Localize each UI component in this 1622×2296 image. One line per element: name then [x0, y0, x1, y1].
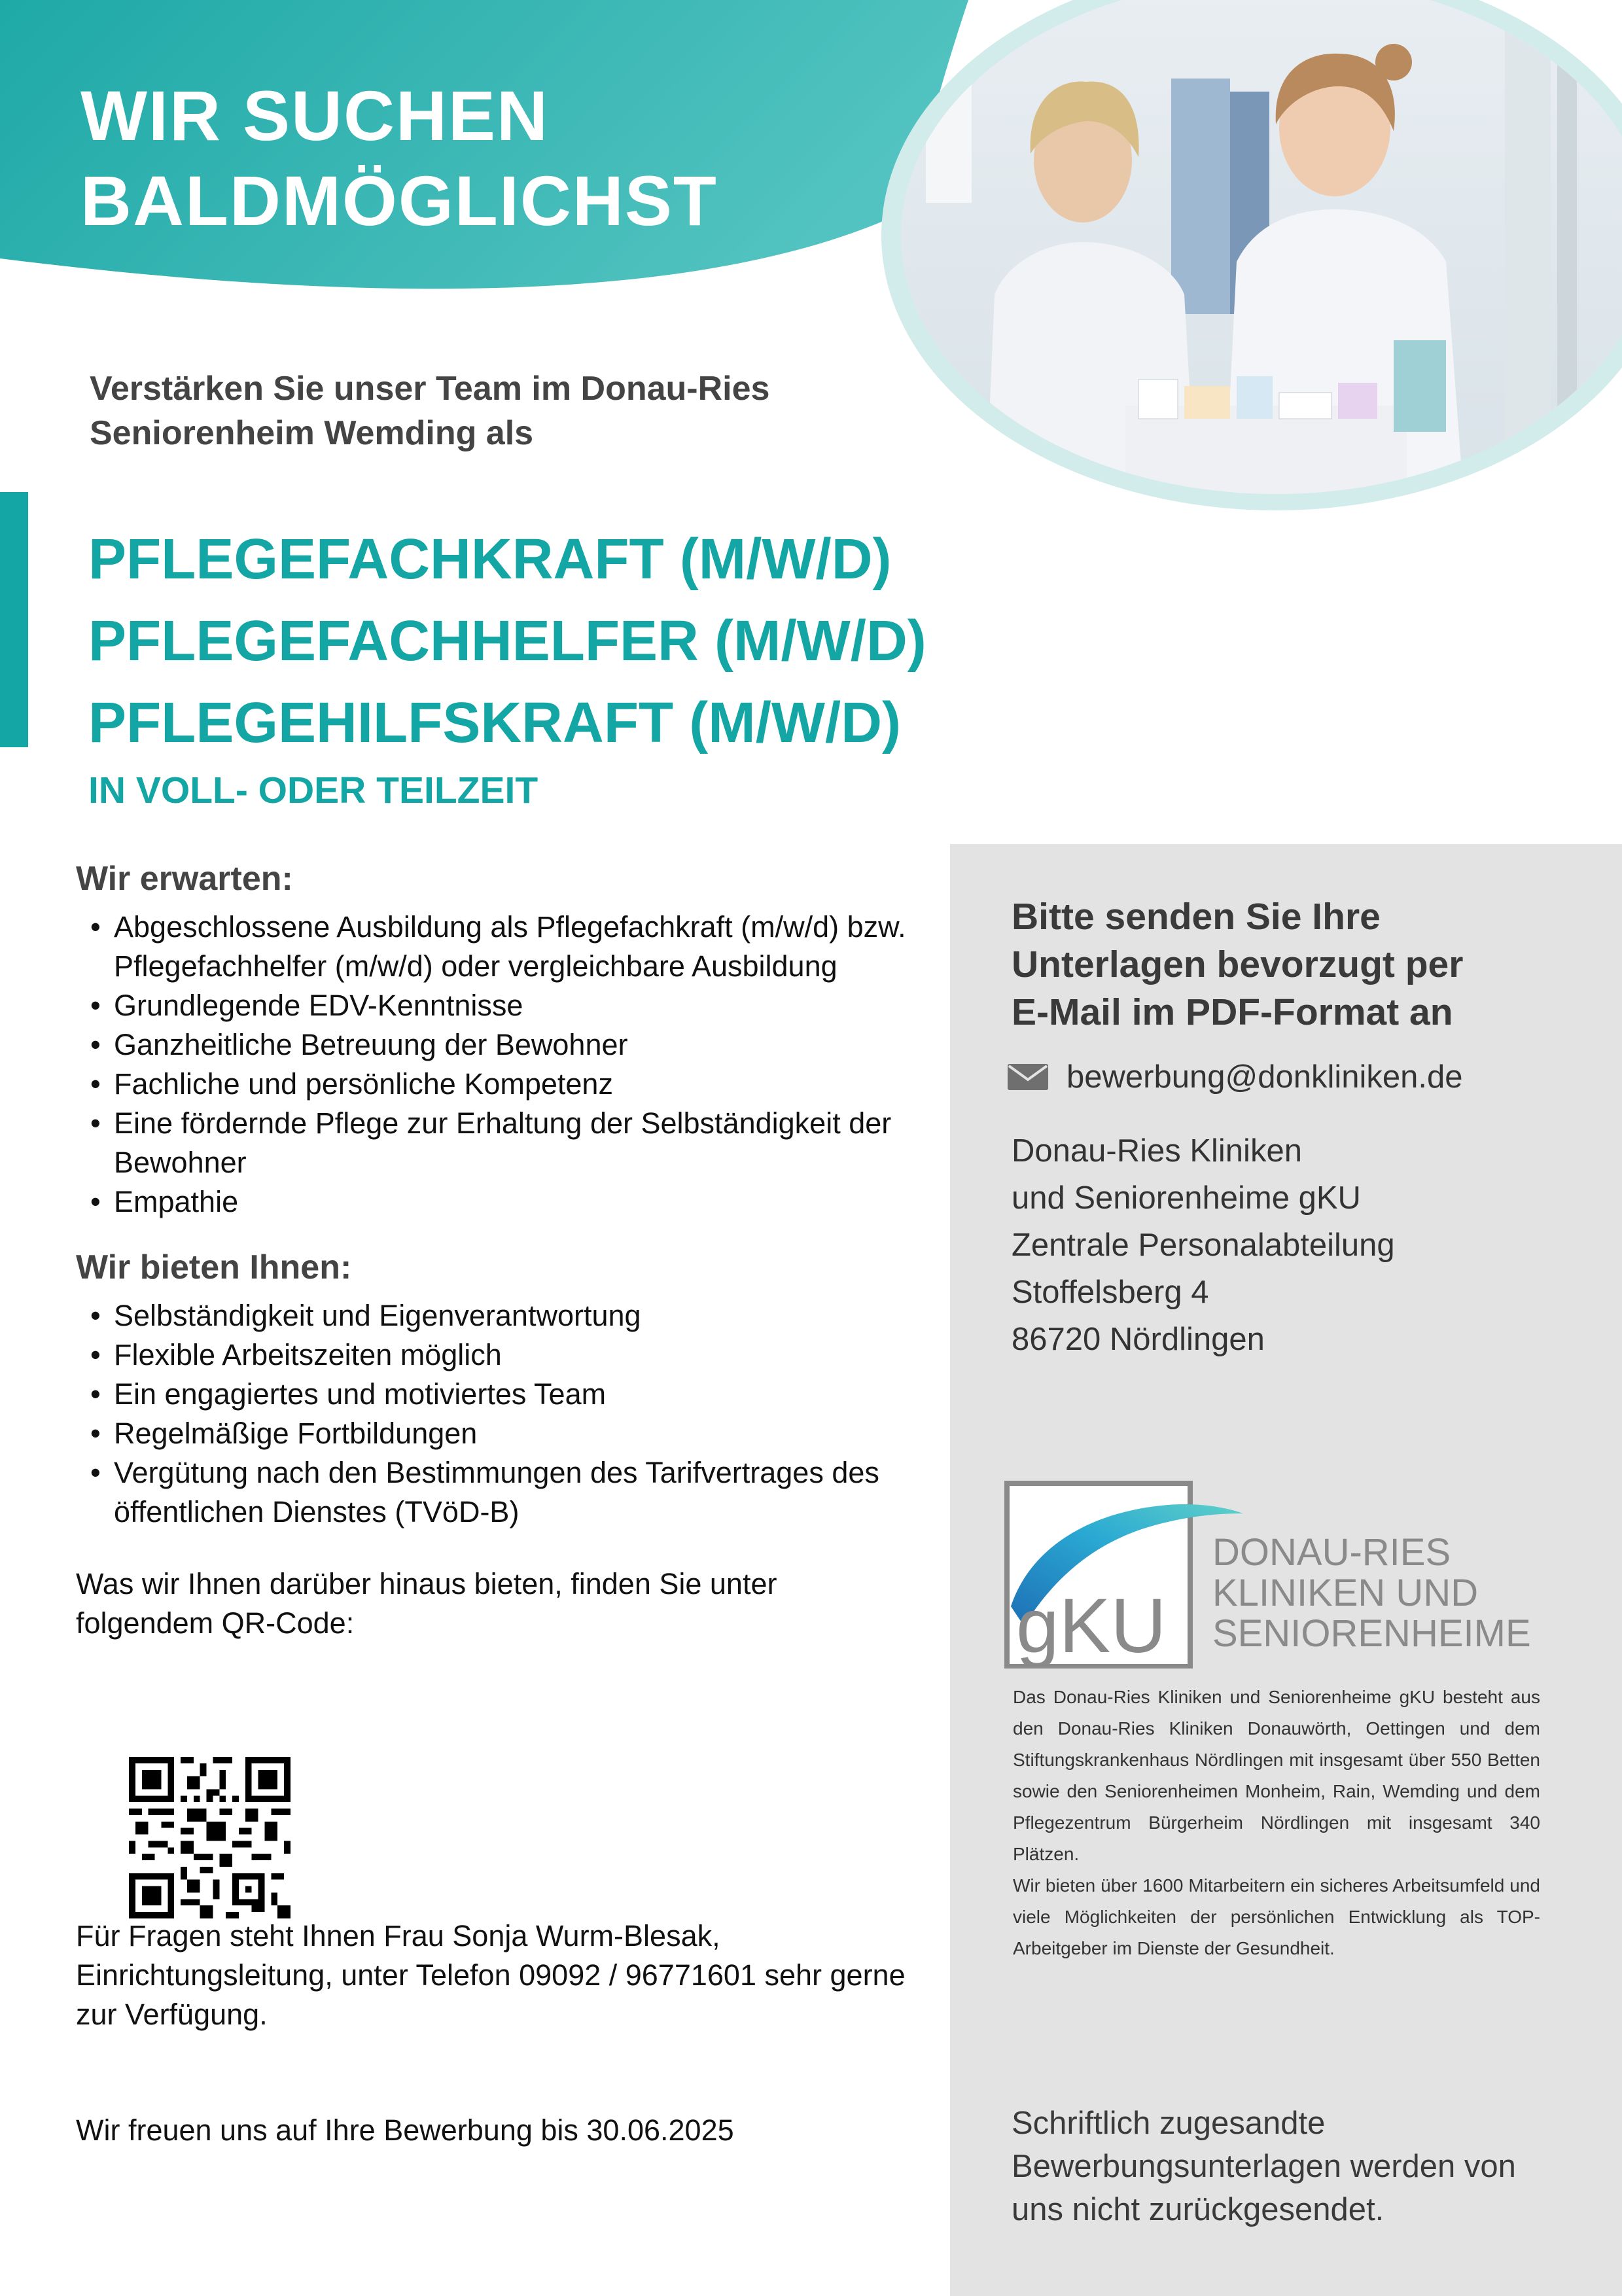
address-line: 86720 Nördlingen — [1012, 1322, 1265, 1357]
contact-heading-line-2: Unterlagen bevorzugt per — [1012, 944, 1464, 985]
about-paragraph: Das Donau-Ries Kliniken und Seniorenheime gKU besteht aus den Donau-Ries Kliniken Donauwörth, Oettingen und dem Stiftungskrankenhaus Nördlingen mit insgesamt über 550 Betten sowie den Seniorenheimen Monheim, Rain, Wemding und dem Pflegezentrum Bürgerheim Nördlingen mit insgesamt 340 Plätzen. — [1013, 1687, 1540, 1864]
note-line: uns nicht zurückgesendet. — [1012, 2192, 1384, 2227]
gku-logo — [1004, 1475, 1246, 1669]
about-paragraph: Wir bieten über 1600 Mitarbeitern ein sicheres Arbeitsumfeld und viele Möglichkeiten der persönlichen Entwicklung als TOP-Arbeitgeber im Dienste der Gesundheit. — [1013, 1875, 1540, 1958]
logo-wordmark — [1212, 1532, 1531, 1654]
address-line: Zentrale Personalabteilung — [1012, 1227, 1395, 1263]
address-line: Donau-Ries Kliniken — [1012, 1133, 1302, 1169]
qr-code[interactable] — [129, 1757, 291, 1918]
list-item: • Selbständigkeit und Eigenverantwortung — [76, 1296, 907, 1335]
list-item: • Vergütung nach den Bestimmungen des Tarifvertrages des öffentlichen Dienstes (TVöD-B) — [76, 1453, 907, 1532]
offer-list — [76, 1296, 907, 1532]
headline — [80, 73, 718, 243]
address-line: und Seniorenheime gKU — [1012, 1180, 1361, 1216]
contact-heading-line-3: E-Mail im PDF-Format an — [1012, 991, 1453, 1033]
questions-text: Für Fragen steht Ihnen Frau Sonja Wurm-Blesak, Einrichtungsleitung, unter Telefon 09092 / 96771601 sehr gerne zur Verfügung. — [76, 1919, 906, 2031]
offer-heading: Wir bieten Ihnen: — [76, 1248, 352, 1286]
email-row[interactable] — [1008, 1059, 1463, 1095]
contact-heading-line-1: Bitte senden Sie Ihre — [1012, 896, 1381, 938]
postal-address — [1012, 1127, 1395, 1363]
list-item: • Ein engagiertes und motiviertes Team — [76, 1375, 907, 1414]
headline-line-2: BALDMÖGLICHST — [80, 160, 718, 240]
list-item: • Eine fördernde Pflege zur Erhaltung der Selbständigkeit der Bewohner — [76, 1104, 907, 1182]
company-description — [1013, 1682, 1540, 1964]
logo-line: SENIORENHEIME — [1212, 1612, 1531, 1655]
list-item: • Flexible Arbeitszeiten möglich — [76, 1335, 907, 1375]
expect-list — [76, 908, 907, 1222]
list-item: • Grundlegende EDV-Kenntnisse — [76, 986, 907, 1025]
expect-heading: Wir erwarten: — [76, 860, 293, 898]
address-line: Stoffelsberg 4 — [1012, 1275, 1209, 1310]
list-item: • Fachliche und persönliche Kompetenz — [76, 1065, 907, 1104]
intro-line-2: Seniorenheim Wemding als — [90, 414, 534, 452]
qr-intro-text: Was wir Ihnen darüber hinaus bieten, finden Sie unter folgendem QR-Code: — [76, 1567, 777, 1640]
envelope-icon — [1008, 1064, 1048, 1090]
closing-text: Wir freuen uns auf Ihre Bewerbung bis 30.06.2025 — [76, 2113, 734, 2147]
headline-line-1: WIR SUCHEN — [80, 76, 549, 155]
logo-mark: gKU — [1016, 1583, 1167, 1669]
accent-bar — [0, 492, 28, 747]
position-title-1: PFLEGEFACHKRAFT (M/W/D) — [88, 527, 892, 591]
position-title-3: PFLEGEHILFSKRAFT (M/W/D) — [88, 691, 902, 754]
list-item: • Abgeschlossene Ausbildung als Pflegefachkraft (m/w/d) bzw. Pflegefachhelfer (m/w/d) oder vergleichbare Ausbildung — [76, 908, 907, 986]
list-item: • Ganzheitliche Betreuung der Bewohner — [76, 1025, 907, 1065]
email-link[interactable]: bewerbung@donkliniken.de — [1067, 1059, 1463, 1095]
requirements-column — [76, 853, 907, 2150]
note-line: Schriftlich zugesandte — [1012, 2106, 1326, 2141]
list-item: • Empathie — [76, 1182, 907, 1222]
list-item: • Regelmäßige Fortbildungen — [76, 1414, 907, 1453]
logo-line: KLINIKEN UND — [1212, 1572, 1479, 1614]
position-subtitle: IN VOLL- ODER TEILZEIT — [88, 769, 538, 811]
position-title-2: PFLEGEFACHHELFER (M/W/D) — [88, 609, 926, 673]
logo-line: DONAU-RIES — [1212, 1531, 1451, 1574]
intro-line-1: Verstärken Sie unser Team im Donau-Ries — [90, 370, 770, 408]
intro-text — [90, 366, 769, 455]
return-note — [1012, 2102, 1516, 2231]
contact-heading — [1012, 893, 1574, 1036]
position-titles — [88, 518, 926, 812]
note-line: Bewerbungsunterlagen werden von — [1012, 2149, 1516, 2184]
